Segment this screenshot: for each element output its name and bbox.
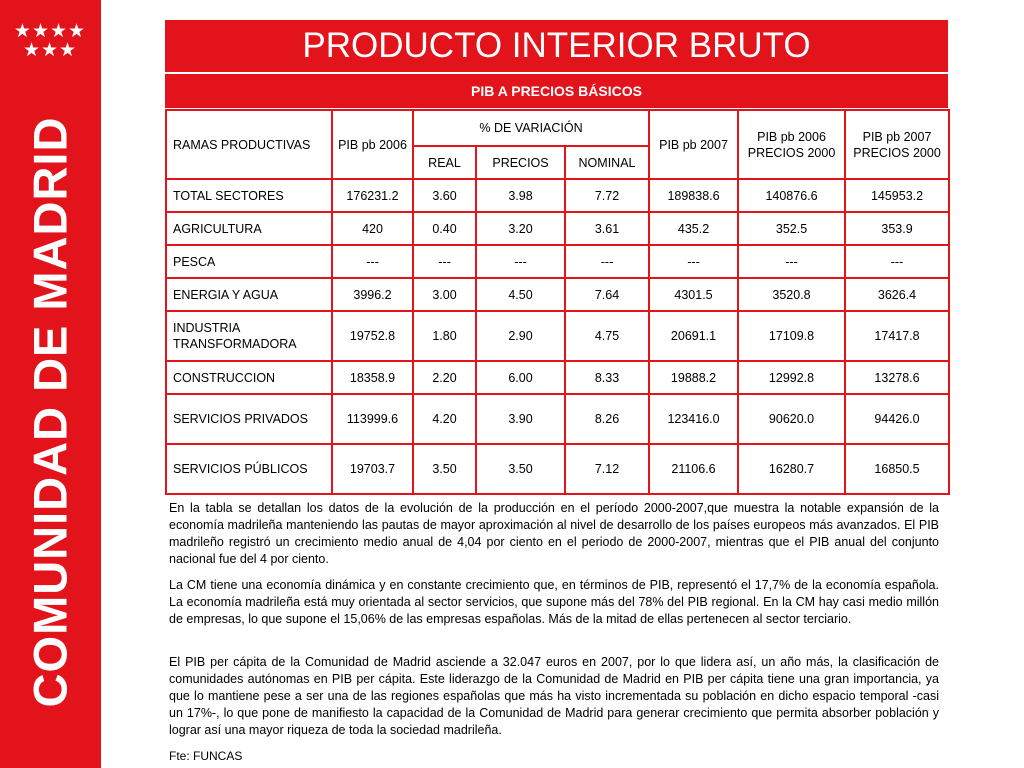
page-title: PRODUCTO INTERIOR BRUTO (165, 20, 948, 72)
sidebar-vertical-title: COMUNIDAD DE MADRID (23, 116, 77, 708)
cell-pib2007-2000: 353.9 (845, 212, 949, 245)
cell-pib2006-2000: 3520.8 (738, 278, 845, 311)
stars-row-top: ★★★★ (13, 21, 87, 42)
table-body (166, 179, 949, 494)
cell-pib2007: 4301.5 (649, 278, 738, 311)
table-subtitle: PIB A PRECIOS BÁSICOS (165, 74, 948, 108)
cell-real: 0.40 (413, 212, 476, 245)
cell-nominal: 3.61 (565, 212, 649, 245)
cell-nominal: 7.72 (565, 179, 649, 212)
cell-nominal: 8.33 (565, 361, 649, 394)
cell-real: 3.50 (413, 444, 476, 494)
cell-pib2007: 123416.0 (649, 394, 738, 444)
table-row (166, 394, 949, 444)
cell-pib2007: --- (649, 245, 738, 278)
cell-pib2007: 19888.2 (649, 361, 738, 394)
cell-pib2007-2000: 94426.0 (845, 394, 949, 444)
table-row (166, 444, 949, 494)
cell-pib2006: 18358.9 (332, 361, 413, 394)
cell-rama: SERVICIOS PRIVADOS (166, 394, 332, 444)
header-pib-2007-precios-2000: PIB pb 2007 PRECIOS 2000 (845, 110, 949, 179)
cell-precios: 3.50 (476, 444, 565, 494)
header-ramas: RAMAS PRODUCTIVAS (166, 110, 332, 179)
cell-pib2006-2000: 16280.7 (738, 444, 845, 494)
header-precios: PRECIOS (476, 146, 565, 179)
cell-precios: 3.90 (476, 394, 565, 444)
cell-pib2006: 420 (332, 212, 413, 245)
table-row (166, 212, 949, 245)
header-pib-2007: PIB pb 2007 (649, 110, 738, 179)
table-row (166, 278, 949, 311)
cell-real: 2.20 (413, 361, 476, 394)
header-pib-2006: PIB pb 2006 (332, 110, 413, 179)
cell-nominal: 7.12 (565, 444, 649, 494)
cell-pib2006-2000: 17109.8 (738, 311, 845, 361)
cell-real: 3.60 (413, 179, 476, 212)
cell-pib2006-2000: 140876.6 (738, 179, 845, 212)
cell-rama: PESCA (166, 245, 332, 278)
sidebar-banner (0, 0, 101, 768)
cell-rama: TOTAL SECTORES (166, 179, 332, 212)
header-variacion: % DE VARIACIÓN (413, 110, 649, 146)
cell-pib2006: 113999.6 (332, 394, 413, 444)
header-pib-2006-precios-2000: PIB pb 2006 PRECIOS 2000 (738, 110, 845, 179)
table-row (166, 245, 949, 278)
header-real: REAL (413, 146, 476, 179)
cell-precios: 4.50 (476, 278, 565, 311)
cell-nominal: 7.64 (565, 278, 649, 311)
cell-nominal: --- (565, 245, 649, 278)
cell-pib2007-2000: 145953.2 (845, 179, 949, 212)
cell-rama: AGRICULTURA (166, 212, 332, 245)
cell-precios: 3.98 (476, 179, 565, 212)
cell-rama: CONSTRUCCION (166, 361, 332, 394)
cell-real: 3.00 (413, 278, 476, 311)
header-row (166, 110, 949, 146)
table-row (166, 361, 949, 394)
cell-precios: 6.00 (476, 361, 565, 394)
cell-pib2007-2000: 16850.5 (845, 444, 949, 494)
cell-nominal: 4.75 (565, 311, 649, 361)
cell-pib2006-2000: 90620.0 (738, 394, 845, 444)
cell-pib2006-2000: --- (738, 245, 845, 278)
paragraph-evolucion: En la tabla se detallan los datos de la evolución de la producción en el período 2000-2007,que muestra la notable expansión de la economía madrileña manteniendo las pautas de mayor aproximación al nivel de desarrollo de los países europeos más avanzados. El PIB madrileño registró un crecimiento medio anual de 4,04 por ciento en el periodo de 2000-2007, mientras que el PIB anual del conjunto nacional fue del 4 por ciento. (169, 501, 939, 566)
pib-table (165, 109, 950, 495)
paragraph-economia: La CM tiene una economía dinámica y en constante crecimiento que, en términos de PIB, representó el 17,7% de la economía española. La economía madrileña está muy orientada al sector servicios, que supone más del 78% del PIB regional. En la CM hay casi medio millón de empresas, lo que supone el 15,06% de las empresas españolas. Más de la mitad de ellas pertenecen al sector terciario. (169, 578, 939, 626)
cell-rama: SERVICIOS PÚBLICOS (166, 444, 332, 494)
cell-real: --- (413, 245, 476, 278)
cell-real: 1.80 (413, 311, 476, 361)
table-row (166, 311, 949, 361)
cell-nominal: 8.26 (565, 394, 649, 444)
cell-pib2006: 19703.7 (332, 444, 413, 494)
paragraph-pib-per-capita: El PIB per cápita de la Comunidad de Madrid asciende a 32.047 euros en 2007, por lo que lidera así, un año más, la clasificación de comunidades autónomas en PIB per cápita. Este liderazgo de la Comunidad de Madrid en PIB per cápita tiene una gran importancia, ya que lo mantiene pese a ser una de las regiones españolas que más ha visto incrementada su población en dicho espacio temporal -casi un 17%-, lo que pone de manifiesto la capacidad de la Comunidad de Madrid para generar crecimiento que permita absorber población y lograr así una mayor riqueza de toda la sociedad madrileña. (169, 655, 939, 737)
cell-pib2007: 435.2 (649, 212, 738, 245)
cell-precios: --- (476, 245, 565, 278)
cell-pib2007-2000: 13278.6 (845, 361, 949, 394)
cell-pib2006: 19752.8 (332, 311, 413, 361)
cell-pib2006-2000: 352.5 (738, 212, 845, 245)
cell-rama: INDUSTRIA TRANSFORMADORA (166, 311, 332, 361)
cell-pib2007: 189838.6 (649, 179, 738, 212)
cell-precios: 2.90 (476, 311, 565, 361)
cell-pib2007-2000: --- (845, 245, 949, 278)
cell-rama: ENERGIA Y AGUA (166, 278, 332, 311)
cell-pib2006-2000: 12992.8 (738, 361, 845, 394)
cell-pib2006: 176231.2 (332, 179, 413, 212)
cell-pib2007-2000: 3626.4 (845, 278, 949, 311)
header-nominal: NOMINAL (565, 146, 649, 179)
cell-precios: 3.20 (476, 212, 565, 245)
source-note: Fte: FUNCAS (169, 749, 243, 763)
cell-pib2006: 3996.2 (332, 278, 413, 311)
cell-pib2007: 20691.1 (649, 311, 738, 361)
stars-row-bottom: ★★★ (22, 40, 78, 61)
cell-pib2007: 21106.6 (649, 444, 738, 494)
cell-real: 4.20 (413, 394, 476, 444)
cell-pib2007-2000: 17417.8 (845, 311, 949, 361)
madrid-stars-logo (12, 22, 88, 60)
cell-pib2006: --- (332, 245, 413, 278)
table-row (166, 179, 949, 212)
